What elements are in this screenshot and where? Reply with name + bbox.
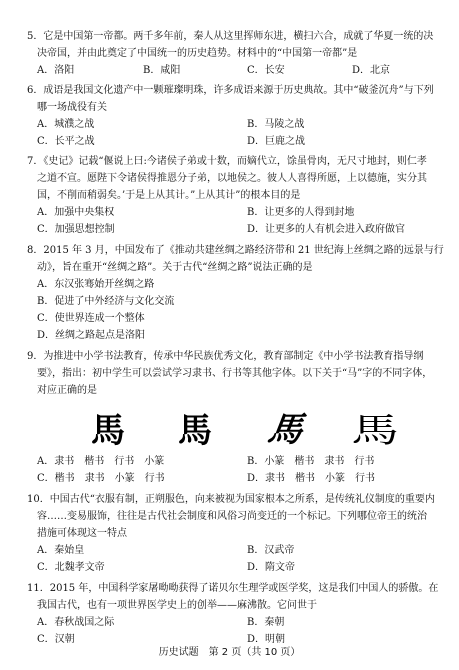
q10-option-c: C．北魏孝文帝 bbox=[37, 562, 105, 573]
q10-line2: 容……变易服饰，往往是古代社会制度和风俗习尚变迁的一个标记。下列哪位帝王的统治 bbox=[37, 511, 427, 522]
q7-line1: 7．《史记》记载“偃说上曰:今诸侯子弟或十数，而嫡代立，馀虽骨肉，无尺寸地封，则仁孝 bbox=[27, 156, 427, 167]
q8-option-c: C．使世界连成一个整体 bbox=[37, 313, 145, 324]
q8-option-d: D．丝绸之路起点是洛阳 bbox=[37, 330, 146, 341]
q6-option-c: C．长平之战 bbox=[37, 136, 95, 147]
q7-option-d: D．让更多的人有机会进入政府做官 bbox=[247, 224, 406, 235]
q10-line1: 10．中国古代“衣服有制，正朔服色，向来被视为国家根本之所系，是传统礼仪制度的重要内 bbox=[27, 494, 435, 505]
q5-line2: 决帝国，并由此奠定了中国统一的历史趋势。材料中的“中国第一帝都”是 bbox=[37, 48, 358, 59]
q5-option-b: B．咸阳 bbox=[143, 65, 181, 76]
q8-option-b: B．促进了中外经济与文化交流 bbox=[37, 296, 175, 307]
q6-line2: 哪一场战役有关 bbox=[37, 102, 107, 113]
q11-option-b: B．秦朝 bbox=[247, 617, 285, 628]
page-footer: 历史试题 第 2 页（共 10 页） bbox=[158, 647, 301, 658]
q6-option-a: A．城濮之战 bbox=[37, 119, 95, 130]
q7-option-c: C．加强思想控制 bbox=[37, 224, 115, 235]
q8-line2: 动》，旨在重开“丝绸之路”。关于古代“丝绸之路”说法正确的是 bbox=[37, 262, 313, 273]
q8-line1: 8．2015 年 3 月，中国发布了《推动共建丝绸之路经济带和 21 世纪海上丝绸之路的远景与行 bbox=[27, 245, 444, 256]
q9-line3: 对应正确的是 bbox=[37, 385, 97, 396]
q11-line1: 11．2015 年，中国科学家屠呦呦获得了诺贝尔生理学或医学奖，这是我们中国人的骄傲。在 bbox=[27, 583, 439, 594]
q5-option-d: D．北京 bbox=[352, 65, 391, 76]
q11-option-a: A．春秋战国之际 bbox=[37, 617, 115, 628]
q9-option-b: B．小篆 楷书 隶书 行书 bbox=[247, 456, 375, 467]
calligraphy-ma-2: 馬 bbox=[178, 411, 212, 451]
q10-option-a: A．秦始皇 bbox=[37, 545, 85, 556]
q9-option-c: C．楷书 隶书 小篆 行书 bbox=[37, 473, 165, 484]
q11-option-c: C．汉朝 bbox=[37, 634, 75, 645]
q10-option-d: D．隋文帝 bbox=[247, 562, 296, 573]
q6-option-b: B．马陵之战 bbox=[247, 119, 305, 130]
q9-line1: 9．为推进中小学书法教育，传承中华民族优秀文化，教育部制定《中小学书法教育指导纲 bbox=[27, 351, 424, 362]
q9-option-a: A．隶书 楷书 行书 小篆 bbox=[37, 456, 165, 467]
calligraphy-ma-4: 馬 bbox=[351, 411, 399, 451]
q8-option-a: A．东汉张骞始开丝绸之路 bbox=[37, 279, 155, 290]
q5-line1: 5．它是中国第一帝都。两千多年前，秦人从这里挥师东进，横扫六合，成就了华夏一统的决 bbox=[27, 31, 434, 42]
q11-option-d: D．明朝 bbox=[247, 634, 286, 645]
calligraphy-ma-3: 馬 bbox=[265, 412, 305, 449]
q10-option-b: B．汉武帝 bbox=[247, 545, 295, 556]
q5-option-c: C．长安 bbox=[247, 65, 285, 76]
q7-option-b: B．让更多的人得到封地 bbox=[247, 207, 355, 218]
q5-option-a: A．洛阳 bbox=[37, 65, 75, 76]
q7-line2: 之道不宣。愿陛下令诸侯得推恩分子弟，以地侯之。彼人人喜得所愿，上以德施，实分其 bbox=[37, 173, 427, 184]
q11-line2: 我国古代，也有一项世界医学史上的创举——麻沸散。它问世于 bbox=[37, 600, 317, 611]
q9-line2: 要》，指出：初中学生可以尝试学习隶书、行书等其他字体。以下关于“马”字的不同字体， bbox=[37, 368, 433, 379]
q7-option-a: A．加强中央集权 bbox=[37, 207, 115, 218]
q6-line1: 6．成语是我国文化遗产中一颗璀璨明珠，许多成语来源于历史典故。其中“破釜沉舟”与下列 bbox=[27, 85, 434, 96]
q7-line3: 国，不削而稍弱矣。’于是上从其计。”上从其计”的根本目的是 bbox=[37, 190, 301, 201]
q6-option-d: D．巨鹿之战 bbox=[247, 136, 306, 147]
q9-option-d: D．隶书 楷书 小篆 行书 bbox=[247, 473, 376, 484]
q10-line3: 措施可体现这一特点 bbox=[37, 528, 127, 539]
calligraphy-ma-1: 馬 bbox=[91, 411, 123, 451]
